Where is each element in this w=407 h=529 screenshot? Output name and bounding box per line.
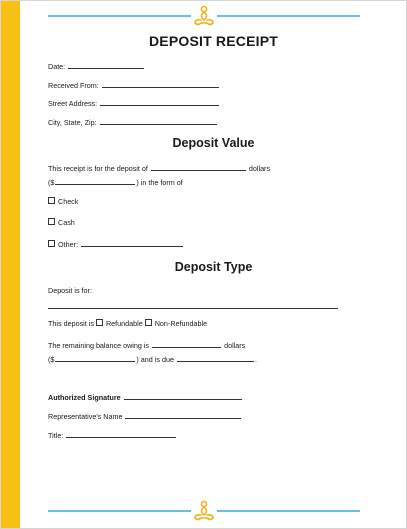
other-checkbox[interactable]: [48, 240, 55, 247]
city-state-zip-blank[interactable]: [100, 117, 217, 125]
remaining-balance-line: The remaining balance owing is dollars: [48, 341, 246, 350]
cash-option[interactable]: Cash: [48, 218, 75, 228]
check-option[interactable]: Check: [48, 197, 78, 207]
top-ornament-rule: [48, 5, 360, 27]
representative-name-blank[interactable]: [125, 411, 241, 419]
authorized-signature-blank[interactable]: [124, 392, 242, 400]
other-option[interactable]: Other:: [48, 239, 184, 250]
authorized-signature-field[interactable]: Authorized Signature: [48, 392, 243, 403]
due-date-line: ($ ) and is due .: [48, 355, 257, 364]
representative-name-field[interactable]: Representative's Name: [48, 411, 242, 422]
deposit-numeric-blank[interactable]: [55, 177, 135, 185]
non-refundable-checkbox[interactable]: [145, 319, 152, 326]
date-blank[interactable]: [68, 61, 144, 69]
deposit-is-for-blank[interactable]: [48, 308, 338, 309]
due-date-blank[interactable]: [177, 354, 254, 362]
city-state-zip-field[interactable]: City, State, Zip:: [48, 117, 218, 128]
page-title: DEPOSIT RECEIPT: [148, 33, 279, 49]
refundable-checkbox[interactable]: [96, 319, 103, 326]
received-from-field[interactable]: Received From:: [48, 80, 220, 91]
yellow-side-bar: [1, 1, 20, 528]
date-field[interactable]: Date:: [48, 61, 145, 72]
title-field[interactable]: Title:: [48, 430, 177, 441]
deposit-type-heading: Deposit Type: [174, 260, 253, 274]
deposit-value-heading: Deposit Value: [172, 136, 255, 150]
deposit-amount-blank[interactable]: [151, 163, 246, 171]
deposit-amount-line: This receipt is for the deposit of dollars: [48, 164, 271, 173]
other-blank[interactable]: [81, 239, 183, 247]
cash-checkbox[interactable]: [48, 218, 55, 225]
remaining-balance-blank[interactable]: [152, 340, 221, 348]
deposit-is-for-label: Deposit is for:: [48, 286, 92, 295]
title-blank[interactable]: [66, 430, 176, 438]
deposit-numeric-line: ($ ) in the form of: [48, 178, 183, 187]
refund-line: This deposit is Refundable Non-Refundable: [48, 319, 208, 328]
check-checkbox[interactable]: [48, 197, 55, 204]
street-address-field[interactable]: Street Address:: [48, 98, 220, 109]
bottom-ornament-rule: [48, 500, 360, 522]
remaining-numeric-blank[interactable]: [55, 354, 135, 362]
received-from-blank[interactable]: [102, 80, 219, 88]
street-address-blank[interactable]: [100, 98, 219, 106]
